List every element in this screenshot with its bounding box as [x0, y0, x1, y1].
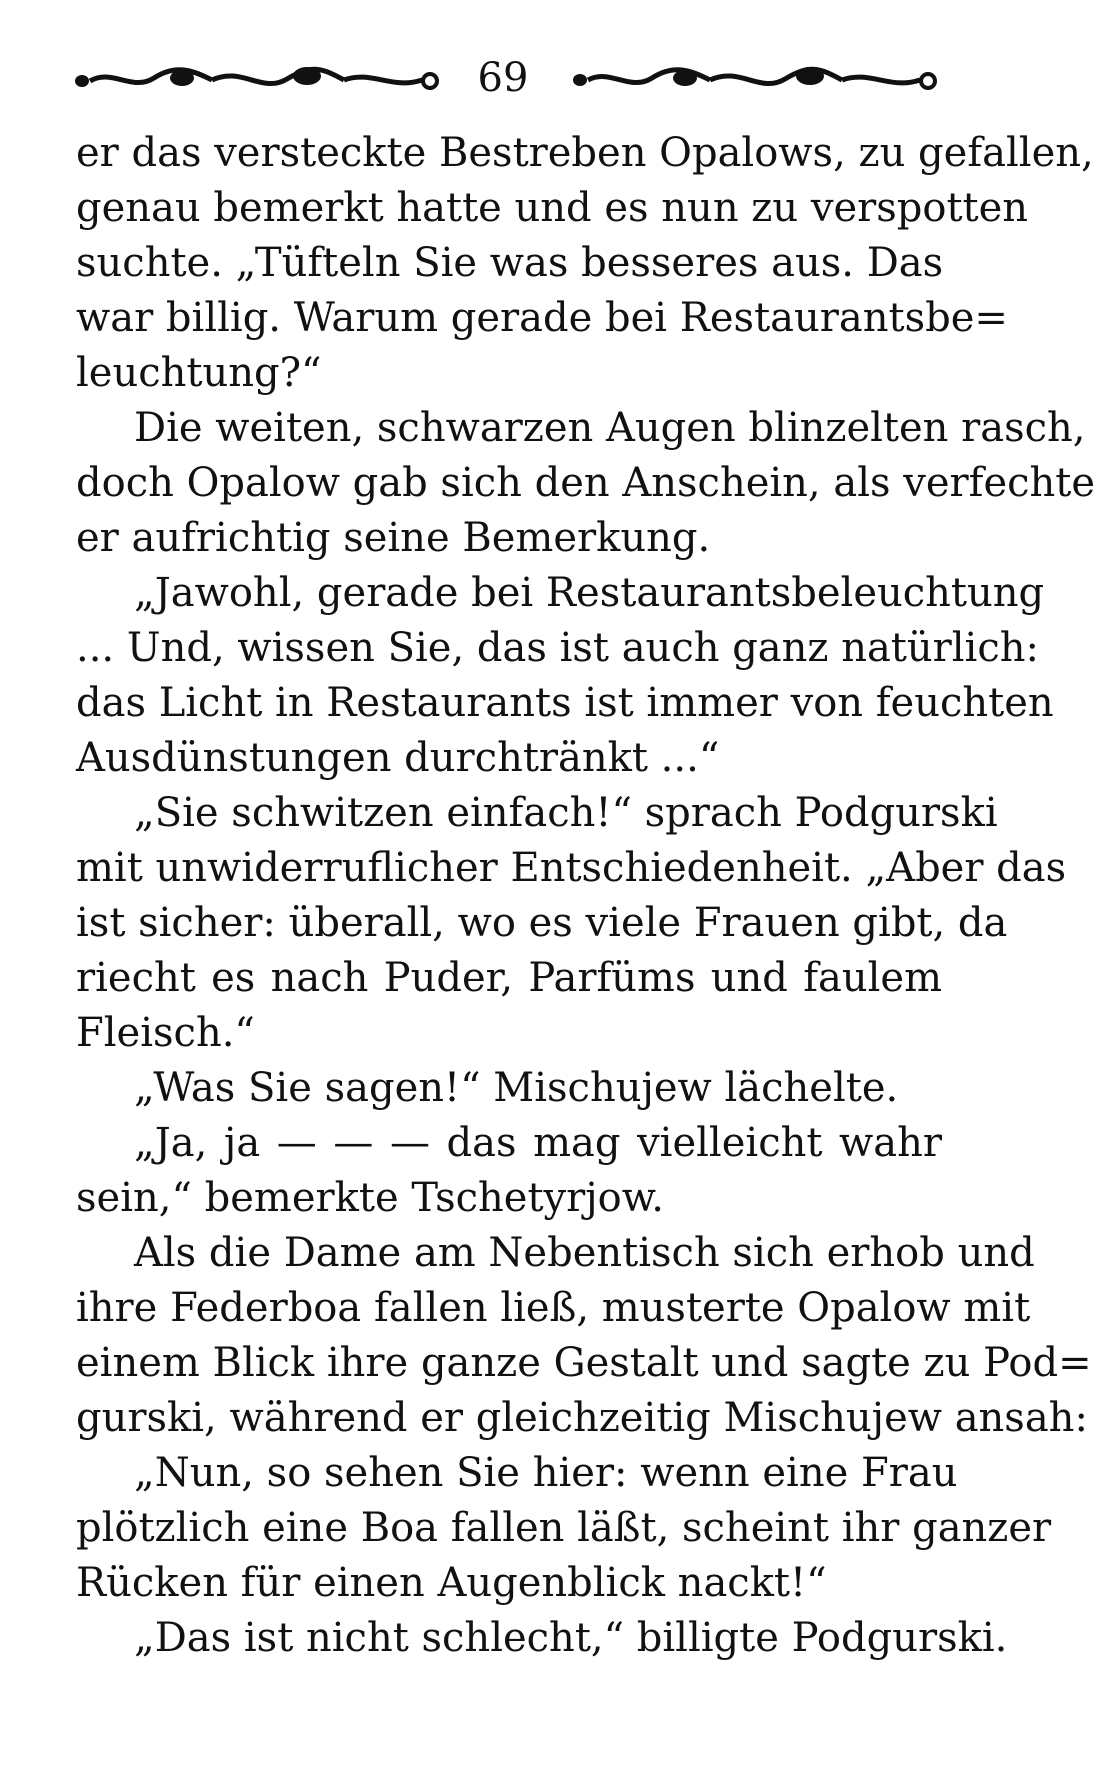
text-line: Fleisch.“ — [76, 1010, 255, 1056]
text-line: das Licht in Restaurants ist immer von feuchten — [76, 680, 1054, 726]
page-header — [70, 48, 942, 108]
text-line: ihre Federboa fallen ließ, musterte Opalow mit — [76, 1285, 1031, 1331]
text-line: Rücken für einen Augenblick nackt!“ — [76, 1560, 827, 1606]
text-line: war billig. Warum gerade bei Restaurantsbe= — [76, 295, 1008, 341]
text-line: „Sie schwitzen einfach!“ sprach Podgurski — [134, 790, 998, 836]
text-line: genau bemerkt hatte und es nun zu verspotten — [76, 185, 1029, 231]
page-number: 69 — [477, 55, 529, 101]
text-line: sein,“ bemerkte Tschetyrjow. — [76, 1175, 664, 1221]
text-line: „Ja, ja — — — das mag vielleicht wahr — [134, 1120, 942, 1166]
decorative-ornament-right-icon — [570, 64, 938, 94]
text-line: „Das ist nicht schlecht,“ billigte Podgurski. — [134, 1615, 1008, 1661]
decorative-ornament-left-icon — [72, 64, 440, 94]
text-line: er das versteckte Bestreben Opalows, zu gefallen, — [76, 130, 1094, 176]
text-line: einem Blick ihre ganze Gestalt und sagte zu Pod= — [76, 1340, 1092, 1386]
text-line: ist sicher: überall, wo es viele Frauen gibt, da — [76, 900, 1008, 946]
text-line: doch Opalow gab sich den Anschein, als verfechte — [76, 460, 1095, 506]
text-line: Als die Dame am Nebentisch sich erhob und — [134, 1230, 1035, 1276]
text-line: „Jawohl, gerade bei Restaurantsbeleuchtung — [134, 570, 1045, 616]
text-line: mit unwiderruflicher Entschiedenheit. „Aber das — [76, 845, 1067, 891]
text-line: plötzlich eine Boa fallen läßt, scheint ihr ganzer — [76, 1505, 1052, 1551]
page-text-body — [76, 126, 1095, 1666]
text-line: Ausdünstungen durchtränkt ...“ — [76, 735, 720, 781]
text-line: leuchtung?“ — [76, 350, 322, 396]
text-line: „Nun, so sehen Sie hier: wenn eine Frau — [134, 1450, 958, 1496]
text-line: suchte. „Tüfteln Sie was besseres aus. Das — [76, 240, 944, 286]
text-line: Die weiten, schwarzen Augen blinzelten rasch, — [134, 405, 1086, 451]
text-line: ... Und, wissen Sie, das ist auch ganz natürlich: — [76, 625, 1039, 671]
text-line: er aufrichtig seine Bemerkung. — [76, 515, 711, 561]
text-line: gurski, während er gleichzeitig Mischujew ansah: — [76, 1395, 1088, 1441]
text-line: riecht es nach Puder, Parfüms und faulem — [76, 955, 942, 1001]
text-line: „Was Sie sagen!“ Mischujew lächelte. — [134, 1065, 899, 1111]
